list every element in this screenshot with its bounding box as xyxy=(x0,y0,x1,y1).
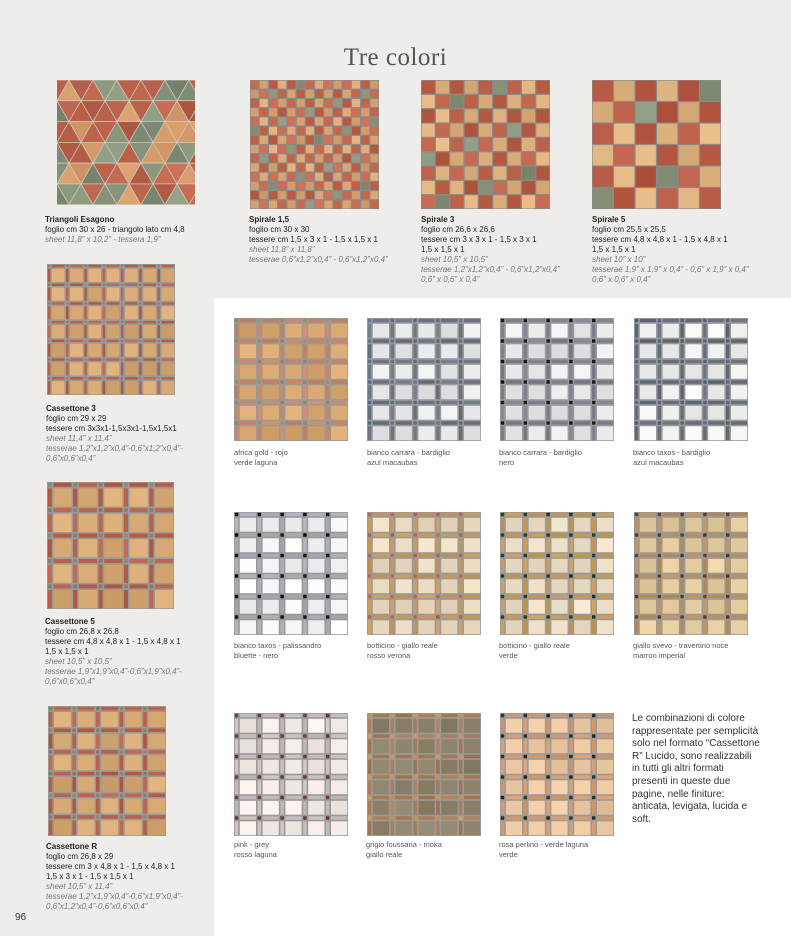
swatch-tile xyxy=(500,713,614,836)
format-dim: 1,5 x 1,5 x 1 xyxy=(592,245,636,254)
format-dim: tessere cm 3x3x1-1,5x3x1-1,5x1,5x1 xyxy=(46,424,177,433)
format-sheet: tesserae 0,6”x1,2”x0,4” - 0,6”x1,2”x0,4” xyxy=(249,255,388,264)
format-sheet: 0,6” x 0,6” x 0,4” xyxy=(421,275,480,284)
format-dim: foglio cm 26,8 x 26,8 xyxy=(45,627,119,636)
tile-cassettone-5 xyxy=(47,482,174,609)
format-caption xyxy=(249,215,419,265)
swatch-tile xyxy=(367,318,481,441)
swatch-label: giallo svevo - travertino noce xyxy=(633,641,729,650)
swatch-caption xyxy=(499,448,619,467)
format-sheet: sheet 10,5” x 10,5” xyxy=(45,657,112,666)
format-dim: foglio cm 26,6 x 26,6 xyxy=(421,225,495,234)
format-name: Cassettone R xyxy=(46,842,98,851)
swatch-label: azul macaubas xyxy=(633,457,684,467)
format-sheet: 0,6”x0,6”x0,4” xyxy=(46,454,96,463)
format-sheet: 0,6”x1,2”x0,4”-0,6”x0,6”x0,4” xyxy=(46,902,148,911)
swatch-tile xyxy=(634,318,748,441)
format-caption xyxy=(46,842,214,912)
swatch-label: rosso laguna xyxy=(234,849,277,859)
format-sheet: sheet 11,8” x 11,8” xyxy=(249,245,315,254)
format-name: Cassettone 3 xyxy=(46,404,96,413)
swatch-label: botticino - giallo reale xyxy=(367,641,438,650)
swatch-caption xyxy=(234,840,354,859)
swatch-caption xyxy=(367,641,487,660)
swatch-label: grigio foussana - moka xyxy=(366,840,442,849)
swatch-caption xyxy=(234,448,354,467)
page-number: 96 xyxy=(15,912,27,923)
swatch-label: bianco taxos - palissandro xyxy=(234,641,322,650)
format-name: Triangoli Esagono xyxy=(45,215,115,224)
swatch-tile xyxy=(234,318,348,441)
swatch-label: verde xyxy=(499,849,518,859)
format-dim: foglio cm 29 x 29 xyxy=(46,414,107,423)
format-sheet: sheet 10,5” x 10,5” xyxy=(421,255,488,264)
format-sheet: sheet 10” x 10” xyxy=(592,255,646,264)
format-caption xyxy=(421,215,591,285)
swatch-label: bianco taxos - bardiglio xyxy=(633,448,711,457)
format-sheet: sheet 11,4” x 11,4” xyxy=(46,434,112,443)
swatch-caption xyxy=(633,641,753,660)
format-dim: foglio cm 25,5 x 25,5 xyxy=(592,225,666,234)
swatch-label: botticino - giallo reale xyxy=(499,641,570,650)
format-sheet: sheet 11,8” x 10,2” - tessera 1,9” xyxy=(45,235,161,244)
format-name: Spirale 3 xyxy=(421,215,455,224)
tile-spirale-1-5 xyxy=(250,80,379,209)
swatch-tile xyxy=(234,512,348,635)
swatch-tile xyxy=(367,713,481,836)
swatch-label: bianco carrara - bardiglio xyxy=(499,448,582,457)
swatch-caption xyxy=(499,840,619,859)
swatch-tile xyxy=(634,512,748,635)
swatch-label: rosso verona xyxy=(367,650,411,660)
format-name: Cassettone 5 xyxy=(45,617,95,626)
format-sheet: tesserae 1,2”x1,2”x0,4” - 0,6”x1,2”x0,4” xyxy=(421,265,560,274)
format-sheet: tesserae 1,2”x1,9”x0,4”-0,6”x1,9”x0,4”- xyxy=(46,892,183,901)
tile-triangoli-esagono xyxy=(57,80,195,205)
format-dim: tessere cm 4,8 x 4,8 x 1 - 1,5 x 4,8 x 1 xyxy=(45,637,181,646)
swatch-label: marron imperial xyxy=(633,650,686,660)
tile-cassettone-3 xyxy=(47,264,175,395)
format-name: Spirale 1,5 xyxy=(249,215,290,224)
format-sheet: 0,6”x0,6”x0,4” xyxy=(45,677,95,686)
swatch-caption xyxy=(366,840,486,859)
format-dim: tessere cm 4,8 x 4,8 x 1 - 1,5 x 4,8 x 1 xyxy=(592,235,728,244)
swatch-label: rosa perlino - verde laguna xyxy=(499,840,589,849)
format-caption xyxy=(45,215,215,245)
format-caption xyxy=(46,404,211,464)
swatch-tile xyxy=(500,512,614,635)
swatch-label: bianco carrara - bardiglio xyxy=(367,448,450,457)
swatch-caption xyxy=(499,641,619,660)
format-dim: 1,5 x 1,5 x 1 xyxy=(421,245,465,254)
swatch-label: pink - grey xyxy=(234,840,270,849)
swatch-caption xyxy=(633,448,753,467)
tile-spirale-3 xyxy=(421,80,550,209)
format-dim: 1,5 x 1,5 x 1 xyxy=(45,647,89,656)
swatch-label: nero xyxy=(499,457,515,467)
format-caption xyxy=(592,215,777,285)
format-dim: foglio cm 26,8 x 29 xyxy=(46,852,114,861)
format-name: Spirale 5 xyxy=(592,215,626,224)
tile-spirale-5 xyxy=(592,80,721,209)
swatch-caption xyxy=(367,448,487,467)
swatch-label: bluette - nero xyxy=(234,650,279,660)
format-sheet: tesserae 1,9” x 1,9” x 0,4” - 0,6” x 1,9” x 0,4” xyxy=(592,265,749,274)
format-dim: tessere cm 1,5 x 3 x 1 - 1,5 x 1,5 x 1 xyxy=(249,235,378,244)
format-sheet: tesserae 1,9”x1,9”x0,4”-0,6”x1,9”x0,4”- xyxy=(45,667,182,676)
tile-cassettone-r xyxy=(48,706,166,836)
format-dim: foglio cm 30 x 26 - triangolo lato cm 4,8 xyxy=(45,225,185,234)
page-title: Tre colori xyxy=(343,44,448,71)
format-sheet: tesserae 1,2”x1,2”x0,4”-0,6”x1,2”x0,4”- xyxy=(46,444,183,453)
format-dim: foglio cm 30 x 30 xyxy=(249,225,310,234)
swatch-label: giallo reale xyxy=(366,849,403,859)
format-sheet: 0,6” x 0,6” x 0,4” xyxy=(592,275,651,284)
format-caption xyxy=(45,617,210,687)
swatch-label: africa gold - rojo xyxy=(234,448,288,457)
format-dim: tessere cm 3 x 3 x 1 - 1,5 x 3 x 1 xyxy=(421,235,537,244)
swatch-tile xyxy=(234,713,348,836)
combination-note: Le combinazioni di colore rappresentate per semplicità solo nel formato “Cassettone R” Lucido, sono realizzabili in tutti gli altri formati presenti in queste due pagine, nelle finiture: anticata, levigata, lucida e soft. xyxy=(632,713,760,825)
format-sheet: sheet 10,5” x 11,4” xyxy=(46,882,113,891)
swatch-label: verde laguna xyxy=(234,457,278,467)
format-dim: tessere cm 3 x 4,8 x 1 - 1,5 x 4,8 x 1 xyxy=(46,862,175,871)
swatch-caption xyxy=(234,641,354,660)
swatch-label: verde xyxy=(499,650,518,660)
swatch-tile xyxy=(367,512,481,635)
swatch-label: azul macaubas xyxy=(367,457,418,467)
swatch-tile xyxy=(500,318,614,441)
format-dim: 1,5 x 3 x 1 - 1,5 x 1,5 x 1 xyxy=(46,872,134,881)
